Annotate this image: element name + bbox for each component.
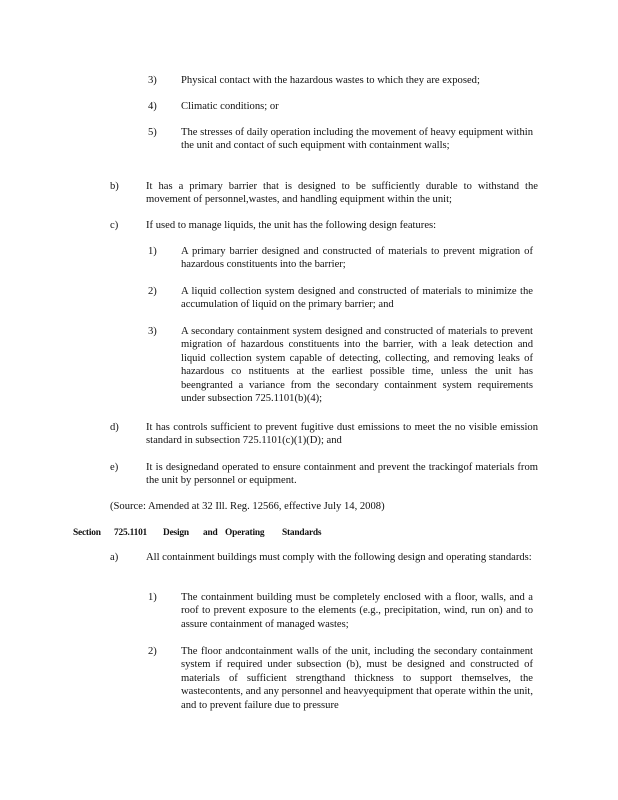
section-word: Section xyxy=(73,528,101,538)
item-label: c) xyxy=(110,220,119,231)
section-title-word: and xyxy=(203,528,218,538)
item-text: The containment building must be completely enclosed with a floor, walls, and a roof to prevent exposure to the elements (e.g., precipitation, wind, run on) and to assure containment of managed wastes; xyxy=(181,592,533,630)
item-text: If used to manage liquids, the unit has the following design features: xyxy=(146,220,437,231)
item-label: b) xyxy=(110,181,119,192)
section-number: 725.1101 xyxy=(114,528,148,538)
source-text: (Source: Amended at 32 Ill. Reg. 12566, effective July 14, 2008) xyxy=(110,501,385,512)
section-title-word: Design xyxy=(163,528,189,538)
item-label: a) xyxy=(110,552,119,563)
item-text: The floor andcontainment walls of the unit, including the secondary containment system if required under subsection (b), must be designed and constructed of materials of sufficient strengthand thickness to support themselves, the wastecontents, and any personnel and heavyequipment that operate within the unit, and to prevent failure due to pressure xyxy=(181,646,533,711)
item-label: 2) xyxy=(148,646,157,657)
item-text: It is designedand operated to ensure containment and prevent the trackingof materials from the unit by personnel or equipment. xyxy=(146,462,538,487)
item-label: 3) xyxy=(148,75,157,86)
item-label: 1) xyxy=(148,592,157,603)
section-title-word: Standards xyxy=(282,528,322,538)
item-text: Climatic conditions; or xyxy=(181,101,279,112)
item-text: The stresses of daily operation including the movement of heavy equipment within the unit and contact of such equipment with containment walls; xyxy=(181,127,533,152)
item-label: 2) xyxy=(148,286,157,297)
item-label: d) xyxy=(110,422,119,433)
item-text: Physical contact with the hazardous wastes to which they are exposed; xyxy=(181,75,480,86)
item-text: A liquid collection system designed and constructed of materials to minimize the accumulation of liquid on the primary barrier; and xyxy=(181,286,533,311)
item-text: All containment buildings must comply with the following design and operating standards: xyxy=(146,552,532,563)
item-text: A primary barrier designed and constructed of materials to prevent migration of hazardous constituents into the barrier; xyxy=(181,246,533,271)
section-title-word: Operating xyxy=(225,528,265,538)
item-label: 3) xyxy=(148,326,157,337)
item-text: It has controls sufficient to prevent fugitive dust emissions to meet the no visible emission standard in subsection 725.1101(c)(1)(D); and xyxy=(146,422,538,447)
item-text: It has a primary barrier that is designed to be sufficiently durable to withstand the movement of personnel,wastes, and handling equipment within the unit; xyxy=(146,181,538,206)
item-label: 5) xyxy=(148,127,157,138)
item-label: 4) xyxy=(148,101,157,112)
item-label: e) xyxy=(110,462,119,473)
item-label: 1) xyxy=(148,246,157,257)
item-text: A secondary containment system designed and constructed of materials to prevent migration of hazardous constituents into the barrier, with a leak detection and liquid collection system capable of detecting, collecting, and removing leaks of hazardous co nstituents at the earliest possible time, unless the unit has beengranted a variance from the secondary containment system requirements under subsection 725.1101(b)(4); xyxy=(181,326,533,405)
